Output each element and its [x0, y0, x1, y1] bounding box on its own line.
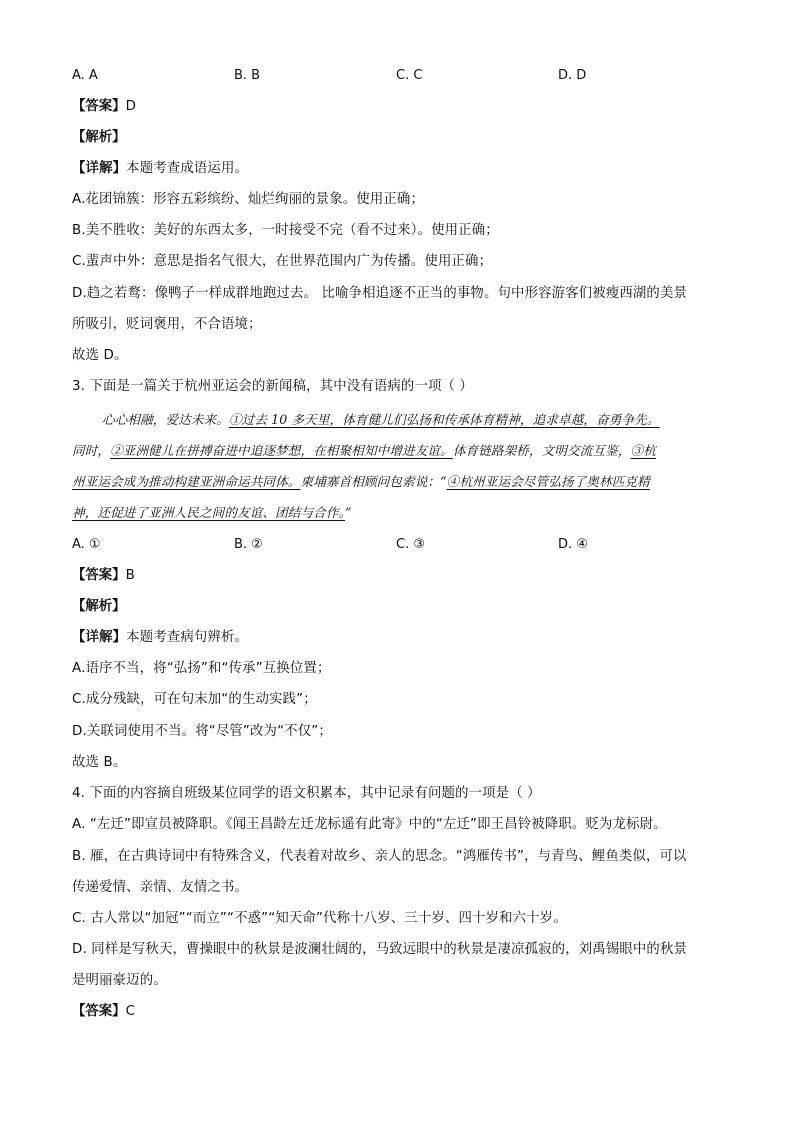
detail-tag: 【详解】 [72, 630, 127, 645]
answer-value: C [125, 1004, 135, 1019]
explanation-line: C.成分残缺，可在句末加“的生动实践”； [72, 692, 317, 707]
explanation-line: B.美不胜收：美好的东西太多，一时接受不完（看不过来）。使用正确； [72, 223, 499, 238]
analysis-tag [72, 597, 126, 617]
choice-line: 传递爱情、亲情、友情之书。 [72, 880, 249, 895]
choice-line: A. “左迁”即宣员被降职。《闻王昌龄左迁龙标遥有此寄》中的“左迁”即王昌铃被降职。贬为龙标尉。 [72, 817, 667, 832]
explanation-line: D.关联词使用不当。将“尽管”改为“不仅”； [72, 724, 332, 739]
sentence-3: ③杭 [630, 443, 656, 458]
analysis-label: 【解析】 [72, 130, 126, 145]
news-passage-line [102, 410, 660, 430]
answer-tag: 【答案】 [72, 99, 126, 114]
passage-text: 心心相融，爱达未来。 [102, 412, 229, 427]
question-stem: 3. 下面是一篇关于杭州亚运会的新闻稿，其中没有语病的一项（ ） [72, 379, 474, 394]
sentence-2: ②亚洲健儿在拼搏奋进中追逐梦想，在相聚相知中增进友谊。 [110, 443, 453, 458]
option-d: D. ④ [558, 537, 588, 552]
answer-value: B [125, 568, 135, 583]
choice-line: D. 同样是写秋天，曹操眼中的秋景是波澜壮阔的，马致远眼中的秋景是凄凉孤寂的，刘禹锡眼中的秋景 [72, 942, 688, 957]
option-a: A. A [72, 68, 98, 83]
explanation-line: 所吸引，贬词褒用，不合语境； [72, 317, 262, 332]
answer-value: D [125, 99, 136, 114]
passage-text: ” [344, 505, 352, 520]
question-stem: 4. 下面的内容摘自班级某位同学的语文积累本，其中记录有问题的一项是（ ） [72, 786, 541, 801]
news-passage-line [72, 472, 650, 492]
explanation-line: D.趋之若鹜：像鸭子一样成群地跑过去。 比喻争相追逐不正当的事物。句中形容游客们被瘦西湖的美景 [72, 286, 688, 301]
detail-tag: 【详解】 [72, 161, 127, 176]
explanation-line: A.语序不当，将“弘扬”和“传承”互换位置； [72, 661, 331, 676]
answer-tag: 【答案】 [72, 1004, 126, 1019]
passage-text: 同时， [72, 443, 111, 458]
news-passage-line [72, 441, 656, 461]
option-b: B. B [234, 68, 261, 83]
choice-line: B. 雁，在古典诗词中有特殊含义，代表着对故乡、亲人的思念。“鸿雁传书”，与青鸟、鲤鱼类似，可以 [72, 849, 687, 864]
explanation-line: C.蜚声中外：意思是指名气很大，在世界范围内广为传播。使用正确； [72, 254, 493, 269]
choice-line: C. 古人常以“加冠”“而立”“不惑”“知天命”代称十八岁、三十岁、四十岁和六十岁。 [72, 911, 567, 926]
analysis-label: 【解析】 [72, 599, 126, 614]
detail-text: 本题考查成语运用。 [126, 161, 249, 176]
conclusion-line: 故选 B。 [72, 755, 127, 770]
answer-line [72, 566, 135, 586]
sentence-4: 神，还促进了亚洲人民之间的友谊、团结与合作。 [72, 505, 345, 520]
answer-line [72, 97, 136, 117]
sentence-4: ④杭州亚运会尽管弘扬了奥林匹克精 [446, 474, 650, 489]
news-passage-line [72, 503, 352, 523]
option-c: C. ③ [396, 537, 425, 552]
option-c: C. C [396, 68, 423, 83]
answer-line [72, 1002, 135, 1022]
sentence-1: ①过去 10 多天里，体育健儿们弘扬和传承体育精神，追求卓越，奋勇争先。 [228, 412, 660, 427]
detail-line [72, 628, 248, 648]
choice-line: 是明丽豪迈的。 [72, 973, 167, 988]
conclusion-line: 故选 D。 [72, 348, 128, 363]
detail-text: 本题考查病句辨析。 [126, 630, 249, 645]
passage-text: 柬埔寨首相顾问包索说：“ [300, 474, 447, 489]
analysis-tag [72, 128, 126, 148]
passage-text: 体育链路架桥，文明交流互鉴， [452, 443, 631, 458]
option-d: D. D [558, 68, 587, 83]
option-b: B. ② [234, 537, 263, 552]
option-a: A. ① [72, 537, 101, 552]
sentence-3: 州亚运会成为推动构建亚洲命运共同体。 [72, 474, 301, 489]
answer-tag: 【答案】 [72, 568, 126, 583]
explanation-line: A.花团锦簇：形容五彩缤纷、灿烂绚丽的景象。使用正确； [72, 192, 424, 207]
detail-line [72, 159, 248, 179]
